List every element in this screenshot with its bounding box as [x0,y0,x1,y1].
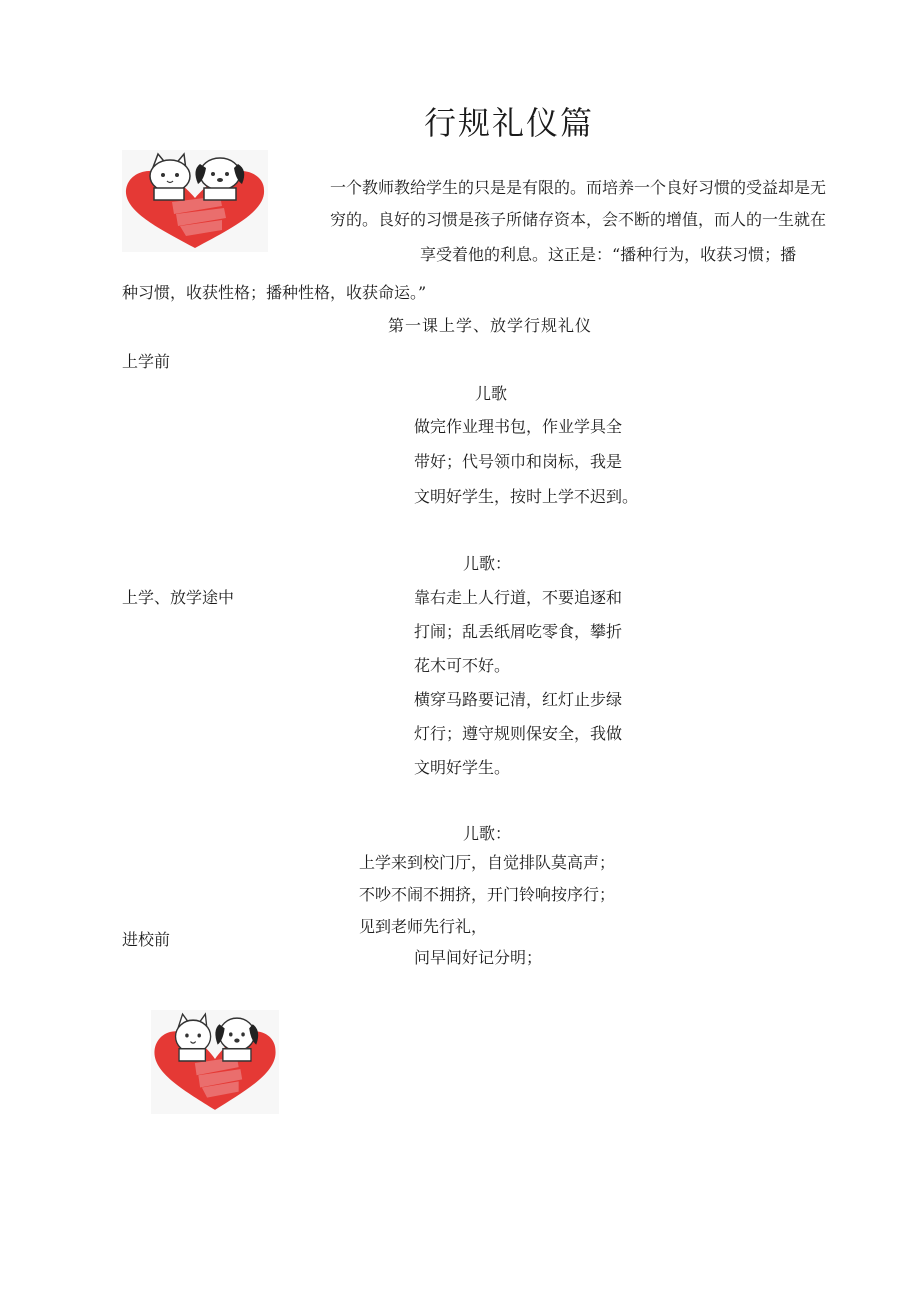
verse-line: 文明好学生，按时上学不迟到。 [414,487,639,506]
section-label-before-school: 上学前 [122,352,171,371]
cat-dog-heart-logo-icon [122,150,268,252]
verse-line: 靠右走上人行道，不要追逐和 [414,588,623,607]
song-title: 儿歌： [463,554,512,573]
section-label-on-the-way: 上学、放学途中 [122,588,235,607]
intro-line-3: 享受着他的利息。这正是：“播种行为，收获习惯；播 [420,245,797,264]
verse-line: 带好；代号领巾和岗标，我是 [414,452,623,471]
lesson-title: 第一课上学、放学行规礼仪 [387,316,592,335]
intro-line-2: 穷的。良好的习惯是孩子所储存资本，会不断的增值，而人的一生就在 [330,210,827,229]
verse-line: 做完作业理书包，作业学具全 [414,417,623,436]
verse-line: 灯行；遵守规则保安全，我做 [414,724,623,743]
verse-line: 打闹；乱丢纸屑吃零食，攀折 [414,622,623,641]
intro-line-1: 一个教师教给学生的只是是有限的。而培养一个良好习惯的受益却是无 [330,178,827,197]
verse-line: 横穿马路要记清，红灯止步绿 [414,690,623,709]
song-title: 儿歌 [475,384,508,403]
song-title: 儿歌： [463,824,512,843]
verse-line: 问早间好记分明； [414,948,543,967]
verse-line: 上学来到校门厅，自觉排队莫高声； [359,853,616,872]
cat-dog-heart-logo-icon [151,1010,279,1114]
verse-line: 花木可不好。 [414,656,511,675]
section-label-entering-school: 进校前 [122,930,171,949]
verse-line: 不吵不闹不拥挤，开门铃响按序行； [359,885,616,904]
intro-line-4: 种习惯，收获性格；播种性格，收获命运。” [122,283,427,302]
verse-line: 见到老师先行礼， [359,917,488,936]
verse-line: 文明好学生。 [414,758,511,777]
page-title: 行规礼仪篇 [423,104,594,142]
